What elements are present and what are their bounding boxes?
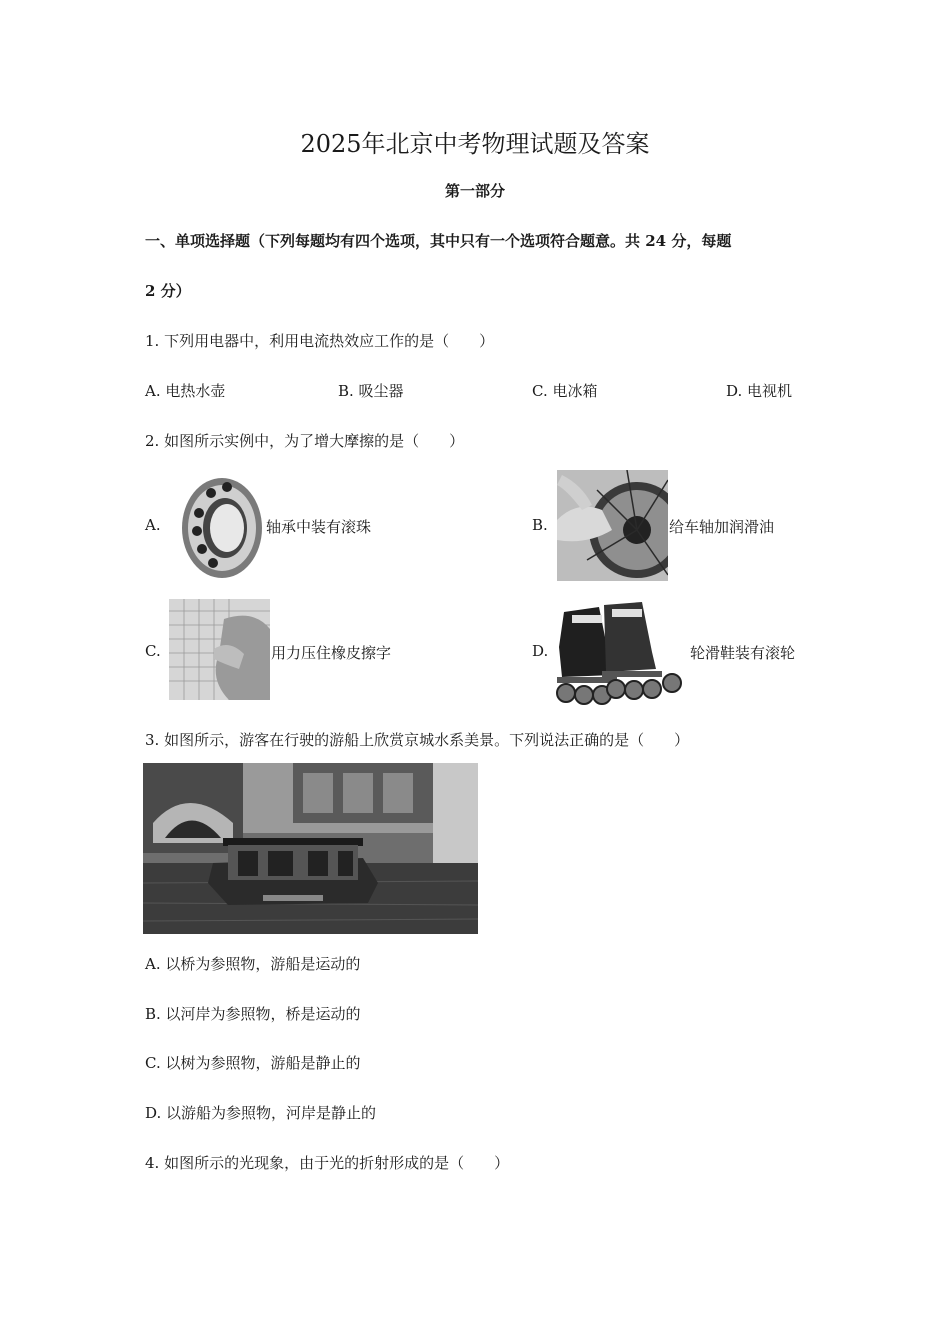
q2-option-b-text: 给车轴加润滑油 [669, 518, 775, 536]
q3-option-d: D. 以游船为参照物，河岸是静止的 [145, 1104, 377, 1122]
question-4-stem: 4. 如图所示的光现象，由于光的折射形成的是（ ） [145, 1154, 510, 1172]
q1-option-d: D. 电视机 [726, 382, 793, 400]
question-1-stem: 1. 下列用电器中，利用电流热效应工作的是（ ） [145, 332, 495, 350]
q3-option-b: B. 以河岸为参照物，桥是运动的 [145, 1005, 361, 1023]
q2-option-d-letter: D. [532, 642, 549, 660]
q2-option-c-letter: C. [145, 642, 161, 660]
ball-bearing-image [175, 473, 265, 583]
q2-option-a-text: 轴承中装有滚珠 [266, 518, 372, 536]
question-3-stem: 3. 如图所示，游客在行驶的游船上欣赏京城水系美景。下列说法正确的是（ ） [145, 731, 690, 749]
bike-axle-oil-image [557, 470, 668, 581]
q2-option-a-letter: A. [145, 516, 161, 534]
q1-option-c: C. 电冰箱 [532, 382, 598, 400]
section-heading-cont: 2 分） [145, 282, 191, 300]
question-2-stem: 2. 如图所示实例中，为了增大摩擦的是（ ） [145, 432, 465, 450]
q2-option-d-text: 轮滑鞋装有滚轮 [690, 644, 796, 662]
q3-option-c: C. 以树为参照物，游船是静止的 [145, 1054, 361, 1072]
q2-option-b-letter: B. [532, 516, 548, 534]
roller-skate-image [554, 597, 689, 710]
eraser-writing-image [169, 599, 270, 700]
part-heading: 第一部分 [444, 182, 505, 200]
q1-option-a: A. 电热水壶 [145, 382, 226, 400]
page-title: 2025年北京中考物理试题及答案 [300, 130, 650, 158]
canal-boat-image [143, 763, 478, 934]
q1-option-b: B. 吸尘器 [338, 382, 404, 400]
section-heading: 一、单项选择题（下列每题均有四个选项，其中只有一个选项符合题意。共 24 分，每题 [145, 232, 732, 250]
q2-option-c-text: 用力压住橡皮擦字 [271, 644, 392, 662]
q3-option-a: A. 以桥为参照物，游船是运动的 [145, 955, 361, 973]
